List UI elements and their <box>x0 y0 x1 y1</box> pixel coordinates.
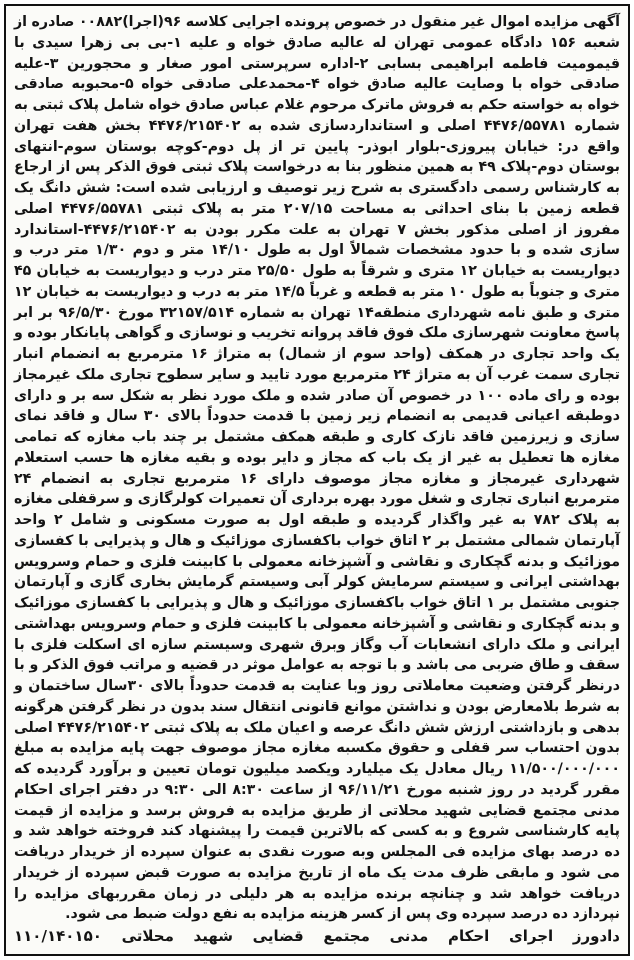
notice-signature: دادورز اجرای احکام مدنی مجتمع قضایی شهید محلاتی ۱۱۰/۱۴۰۱۵۰ <box>14 927 620 945</box>
notice-body: آگهی مزایده اموال غیر منقول در خصوص پرونده اجرایی کلاسه ۹۶(اجرا)۰۰۸۸۲ صادره از شعبه ۱۵۶ دادگاه عمومی تهران له عالیه صادق خواه و علیه ۱-بی بی زهرا سیدی با قیمومیت فاطمه ابراهیمی بسابی ۲-اداره سرپرستی امور صغار و محجورین ۳-علیه صادقی خواه با وصایت عالیه صادق خواه ۴-محمدعلی صادقی خواه ۵-محبوبه صادقی خواه به خواسته حکم به فروش ماترک مرحوم غلام عباس صادق خواه شامل پلاک ثبتی به شماره ۴۴۷۶/۵۵۷۸۱ اصلی و استانداردسازی شده به ۴۴۷۶/۲۱۵۴۰۲ بخش هفت تهران واقع در: خیابان پیروزی-بلوار ابوذر- پایین تر از پل دوم-کوچه بوستان سوم-انتهای بوستان دوم-پلاک ۴۹ به همین منظور بنا به درخواست پلاک ثبتی فوق الذکر پس از ارجاع به کارشناس رسمی دادگستری به شرح زیر توصیف و ارزیابی شده است: شش دانگ یک قطعه زمین با بنای احداثی به مساحت ۲۰۷/۱۵ متر به پلاک ثبتی ۴۴۷۶/۵۵۷۸۱ اصلی مفروز از اصلی مذکور بخش ۷ تهران به علت مکرر بودن به ۴۴۷۶/۲۱۵۴۰۲-استاندارد سازی شده و با حدود مشخصات شمالاً اول به طول ۱۴/۱۰ متر و دوم ۱/۳۰ متر درب و دیواریست به خیابان ۱۲ متری و شرقاً به طول ۲۵/۵۰ متر درب و دیواریست به خیابان ۴۵ متری و جنوباً به طول ۱۰ متر به قطعه و غرباً ۱۴/۵ متر به درب و دیواریست به خیابان ۱۲ متری و طبق نامه شهرداری منطقه۱۴ تهران به شماره ۳۲۱۵۷/۵۱۴ مورخ ۹۶/۵/۳۰ بر ابر پاسخ معاونت شهرسازی ملک فوق فاقد پروانه تخریب و نوسازی و گواهی پایانکار بوده و یک واحد تجاری در همکف (واحد سوم از شمال) به متراژ ۱۶ مترمربع به انضمام انبار تجاری سمت غرب آن به متراژ ۲۴ مترمربع مورد تایید و سایر سطوح تجاری ملک غیرمجاز بوده و رای ماده ۱۰۰ در خصوص آن صادر شده و ملک مورد نظر به شکل سه بر و دارای دوطبقه اعیانی قدیمی به انضمام زیر زمین با قدمت حدوداً بالای ۳۰ سال و فاقد نمای سازی و زیرزمین فاقد نازک کاری و طبقه همکف مشتمل بر چند باب مغازه که تمامی مغازه ها تعطیل به غیر از یک باب که مجاز و دایر بوده و بقیه مغازه ها حسب استعلام شهرداری غیرمجاز و مغازه مجاز موصوف دارای ۱۶ مترمربع تجاری به انضمام ۲۴ مترمربع انباری تجاری و شغل مورد بهره برداری آن تعمیرات کولرگازی و سرقفلی مغازه به پلاک ۷۸۲ به غیر واگذار گردیده و طبقه اول به صورت مسکونی و شامل ۲ واحد آپارتمان شمالی مشتمل بر ۲ اتاق خواب باکفسازی موزائیک و هال و پذیرایی با کفسازی موزائیک و بدنه گچکاری و نقاشی و آشپزخانه معمولی با کابینت فلزی و حمام وسرویس بهداشتی ایرانی و سیستم سرمایش کولر آبی وسیستم گرمایش بخاری گازی و آپارتمان جنوبی مشتمل بر ۱ اتاق خواب باکفسازی موزائیک و هال و پذیرایی با کفسازی موزائیک و بدنه گچکاری و نقاشی و آشپزخانه معمولی با کابینت فلزی و حمام وسرویس بهداشتی ایرانی و ملک دارای انشعابات آب وگاز وبرق شهری وسیستم سازه ای اسکلت فلزی با سقف و طاق ضربی می باشد و با توجه به عوامل موثر در قضیه و مراتب فوق الذکر و با درنظر گرفتن وضعیت معاملاتی روز وبا عنایت به قدمت حدوداً بالای ۳۰سال ساختمان و به شرط بلامعارض بودن و نداشتن موانع قانونی انتقال سند بدون در نظر گرفتن هرگونه بدهی و بازداشتی ارزش شش دانگ عرصه و اعیان ملک به پلاک ثبتی ۴۴۷۶/۲۱۵۴۰۲ اصلی بدون احتساب سر قفلی و حقوق مکسبه مغازه مجاز موصوف جهت پایه مزایده به مبلغ ۱۱/۵۰۰/۰۰۰/۰۰۰ ریال معادل یک میلیارد ویکصد میلیون تومان تعیین و برآورد گردیده که مقرر گردید در روز شنبه مورخ ۹۶/۱۱/۲۱ از ساعت ۸:۳۰ الی ۹:۳۰ در دفتر اجرای احکام مدنی مجتمع قضایی شهید محلاتی از طریق مزایده به فروش برسد و مزایده از قیمت پایه کارشناسی شروع و به کسی که بالاترین قیمت را پیشنهاد کند فروخته خواهد شد و ده درصد بهای مزایده فی المجلس وبه صورت نقدی به عنوان سپرده از خریدار دریافت می شود و مابقی ظرف مدت یک ماه از تاریخ مزایده به صورت قبض سپرده از خریدار دریافت خواهد شد و چنانچه برنده مزایده به هر دلیلی در زمان مقرربهای مزایده را نپردازد ده درصد سپرده وی پس از کسر هزینه مزایده به نفع دولت ضبط می شود. <box>14 14 621 923</box>
auction-notice <box>4 4 630 956</box>
